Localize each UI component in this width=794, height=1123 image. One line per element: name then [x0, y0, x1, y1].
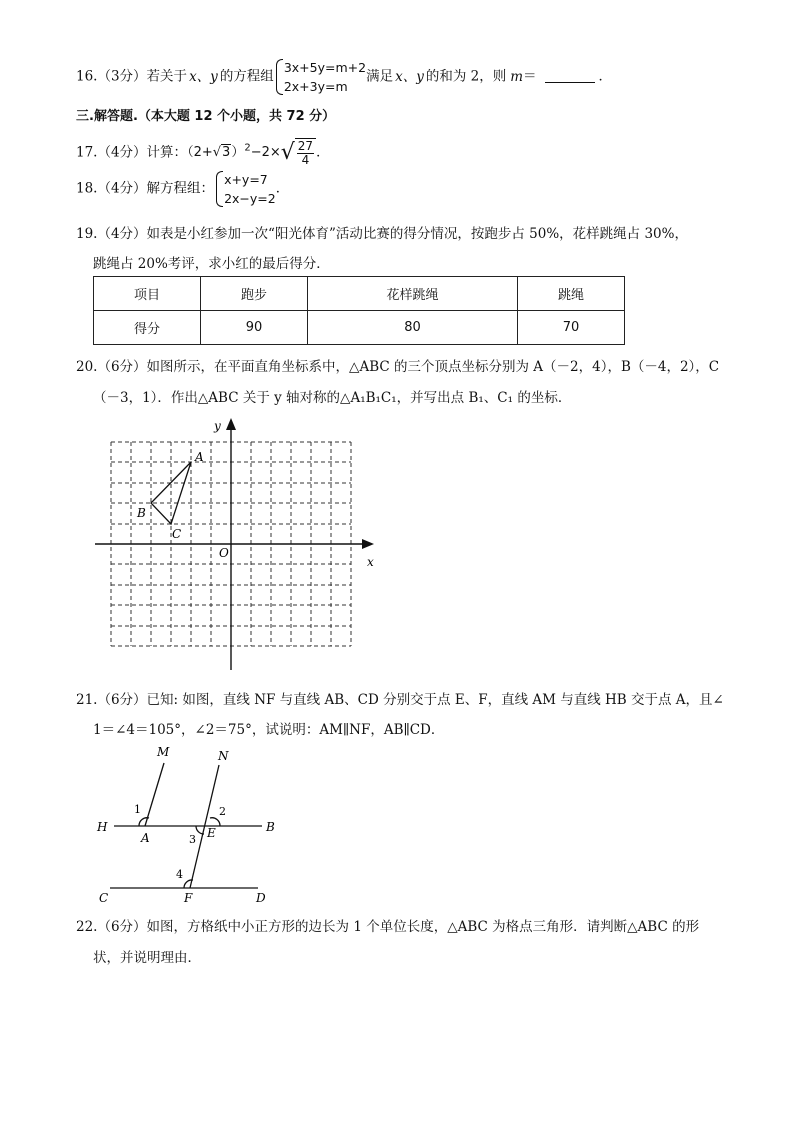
point-b-label: B — [137, 506, 146, 520]
table-header-cell: 跳绳 — [517, 277, 624, 311]
question-18: 18.（4分）解方程组： x+y=7 2x−y=2 ． — [76, 172, 290, 206]
question-20-line1: 20.（6分）如图所示，在平面直角坐标系中，△ABC 的三个顶点坐标分别为 A（－2，4），B（－4，2），C — [76, 359, 720, 375]
angle-1-label: 1 — [134, 803, 141, 816]
question-19-line2: 跳绳占 20%考评，求小红的最后得分． — [93, 256, 330, 272]
question-17: 17.（4分）计算：$(2+√3)^2-2\times$ √ $\frac{27}{4}$ ． — [76, 139, 330, 168]
label-h: H — [97, 820, 108, 834]
label-f: F — [184, 891, 193, 905]
sqrt-fraction: √ $\frac{27}{4}$ — [281, 138, 316, 167]
angle-2-label: 2 — [219, 805, 226, 818]
table-cell: 90 — [201, 311, 308, 345]
point-c-label: C — [172, 527, 182, 541]
question-19-line1: 19.（4分）如表是小红参加一次“阳光体育”活动比赛的得分情况，按跑步占 50%，花样跳绳占 30%， — [76, 226, 688, 242]
table-cell: 70 — [517, 311, 624, 345]
y-axis-arrow-icon — [226, 418, 236, 430]
label-d: D — [256, 891, 266, 905]
x-axis-arrow-icon — [362, 539, 374, 549]
line-am — [145, 763, 164, 826]
score-table — [93, 276, 625, 345]
equation-system-q16: 3x+5y=m+2 2x+3y=m — [274, 58, 366, 96]
question-22-line1: 22.（6分）如图，方格纸中小正方形的边长为 1 个单位长度，△ABC 为格点三角形．请判断△ABC 的形 — [76, 919, 700, 935]
table-cell: 80 — [308, 311, 518, 345]
equation-system-q18: x+y=7 2x−y=2 — [214, 170, 276, 208]
table-row — [94, 277, 625, 311]
angle-2-arc — [210, 818, 220, 826]
x-axis-label: x — [367, 555, 374, 569]
parallel-lines-figure — [90, 742, 290, 908]
question-21-line1: 21.（6分）已知: 如图，直线 NF 与直线 AB、CD 分别交于点 E、F，直线 AM 与直线 HB 交于点 A，且∠ — [76, 692, 724, 708]
y-axis-label: y — [214, 419, 221, 433]
section-header: 三.解答题.（本大题 12 个小题，共 72 分） — [76, 109, 336, 124]
axes — [95, 418, 374, 670]
question-20-line2: （－3，1）．作出△ABC 关于 y 轴对称的△A₁B₁C₁，并写出点 B₁、C₁ 的坐标． — [93, 390, 572, 406]
label-b: B — [266, 820, 275, 834]
table-header-cell: 花样跳绳 — [308, 277, 518, 311]
label-c: C — [99, 891, 109, 905]
question-16: 16.（3分）若关于 x、y 的方程组 3x+5y=m+2 2x+3y=m 满足 x、y 的和为 2，则 m＝ ． — [76, 60, 613, 94]
table-row — [94, 311, 625, 345]
coordinate-grid-figure — [90, 415, 390, 677]
table-header-cell: 项目 — [94, 277, 201, 311]
label-a: A — [141, 831, 150, 845]
origin-label: O — [219, 546, 229, 560]
point-a-label: A — [195, 450, 204, 464]
label-m: M — [157, 745, 170, 759]
angle-3-label: 3 — [189, 833, 196, 846]
label-e: E — [207, 826, 216, 840]
question-22-line2: 状，并说明理由． — [93, 950, 201, 966]
answer-blank[interactable] — [545, 68, 595, 83]
table-header-cell: 跑步 — [201, 277, 308, 311]
question-21-line2: 1＝∠4＝105°，∠2＝75°，试说明：AM∥NF，AB∥CD． — [93, 722, 445, 738]
angle-4-label: 4 — [176, 868, 183, 881]
label-n: N — [218, 749, 229, 763]
table-cell: 得分 — [94, 311, 201, 345]
